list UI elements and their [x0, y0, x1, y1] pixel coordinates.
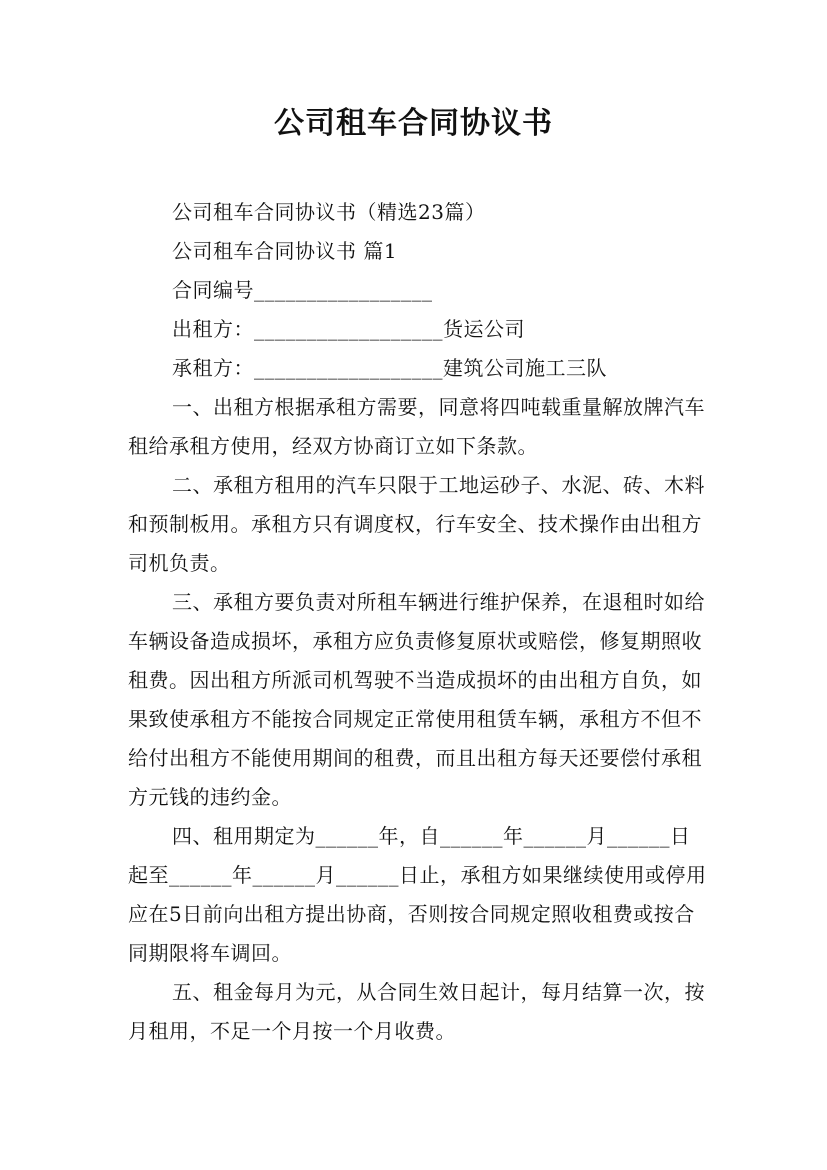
document-body: [128, 193, 708, 1051]
clause-3: 三、承租方要负责对所租车辆进行维护保养，在退租时如给车辆设备造成损坏，承租方应负责修复原状或赔偿，修复期照收租费。因出租方所派司机驾驶不当造成损坏的由出租方自负，如果致使承租方不能按合同规定正常使用租赁车辆，承租方不但不给付出租方不能使用期间的租费，而且出租方每天还要偿付承租方元钱的违约金。: [128, 590, 705, 809]
document-title: 公司租车合同协议书: [274, 106, 553, 141]
contract-number-line: 合同编号_________________: [172, 278, 433, 302]
document-subtitle: 公司租车合同协议书（精选23篇）: [172, 200, 486, 224]
clause-5: 五、租金每月为元，从合同生效日起计，每月结算一次，按月租用，不足一个月按一个月收费。: [128, 980, 705, 1043]
lessor-line: 出租方：__________________货运公司: [172, 317, 525, 341]
lessee-line: 承租方：__________________建筑公司施工三队: [172, 356, 607, 380]
clause-4: 四、租用期定为______年，自______年______月______日起至______年______月______日止，承租方如果继续使用或停用应在5日前向出租方提出协商，否则按合同规定照收租费或按合同期限将车调回。: [128, 824, 707, 965]
section-heading: 公司租车合同协议书 篇1: [172, 239, 398, 263]
clause-1: 一、出租方根据承租方需要，同意将四吨载重量解放牌汽车租给承租方使用，经双方协商订立如下条款。: [128, 395, 705, 458]
clause-2: 二、承租方租用的汽车只限于工地运砂子、水泥、砖、木料和预制板用。承租方只有调度权，行车安全、技术操作由出租方司机负责。: [128, 473, 705, 575]
